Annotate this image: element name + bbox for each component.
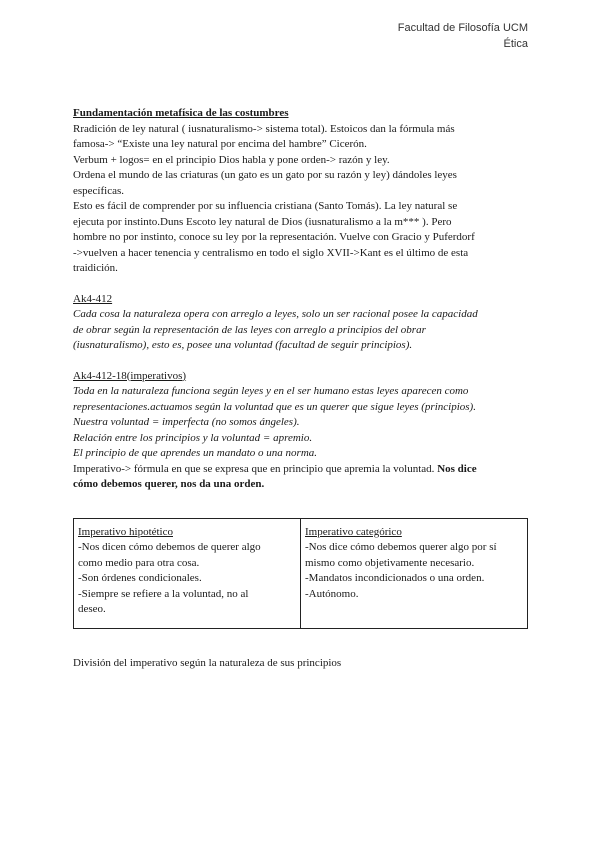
italic-line: Nuestra voluntad = imperfecta (no somos ángeles). [73, 416, 300, 428]
paragraph-line: Rradición de ley natural ( iusnaturalismo-> sistema total). Estoicos dan la fórmula más [73, 122, 455, 135]
cell-line: -Nos dice cómo debemos querer algo por sí [305, 541, 497, 553]
section-heading-ak4-412: Ak4-412 [73, 292, 113, 305]
page-header [398, 20, 528, 52]
document-body [73, 106, 528, 671]
definition-bold: Nos dice [437, 462, 477, 475]
paragraph-line: Esto es fácil de comprender por su influencia cristiana (Santo Tomás). La ley natural se [73, 200, 458, 212]
italic-line: representaciones.actuamos según la voluntad que es un querer que sigue leyes (principios). [73, 400, 476, 413]
cell-line: -Son órdenes condicionales. [78, 572, 202, 584]
cell-line: como medio para otra cosa. [78, 556, 200, 569]
italic-line: El principio de que aprendes un mandato o una norma. [73, 447, 318, 459]
definition-bold-cont: cómo debemos querer, nos da una orden. [73, 478, 265, 490]
paragraph-line: Verbum + logos= en el principio Dios habla y pone orden-> razón y ley. [73, 153, 390, 166]
imperative-definition [73, 462, 528, 478]
paragraph-line: específicas. [73, 184, 124, 197]
hypothetical-heading: Imperativo hipotético [78, 525, 173, 538]
italic-line: Cada cosa la naturaleza opera con arreglo a leyes, solo un ser racional posee la capacidad [73, 308, 478, 320]
imperatives-table [73, 518, 528, 629]
cell-line: -Siempre se refiere a la voluntad, no al [78, 587, 249, 600]
definition-text: Imperativo-> fórmula en que se expresa que en principio que apremia la voluntad. [73, 462, 438, 475]
italic-line: Relación entre los principios y la voluntad = apremio. [73, 431, 313, 444]
imperative-definition-cont [73, 477, 528, 493]
italic-line: de obrar según la representación de las leyes con arreglo a principios del obrar [73, 323, 426, 336]
categorical-cell [301, 518, 528, 628]
paragraph-line: traidición. [73, 262, 118, 274]
cell-line: -Nos dicen cómo debemos de querer algo [78, 541, 261, 553]
faculty-label: Facultad de Filosofía UCM [397, 22, 528, 34]
categorical-heading: Imperativo categórico [305, 525, 402, 538]
cell-line: -Autónomo. [305, 587, 359, 600]
italic-line: (iusnaturalismo), esto es, posee una voluntad (facultad de seguir principios). [73, 339, 413, 351]
subject-label: Ética [503, 38, 528, 50]
paragraph-line: Ordena el mundo de las criaturas (un gato es un gato por su razón y ley) dándoles leyes [73, 169, 457, 181]
section-title: Fundamentación metafísica de las costumbres [73, 107, 289, 119]
cell-line: -Mandatos incondicionados o una orden. [305, 572, 485, 584]
cell-line: mismo como objetivamente necesario. [305, 556, 475, 569]
cell-line: deseo. [78, 603, 106, 615]
paragraph-line: hombre no por instinto, conoce su ley por la representación. Vuelve con Gracio y Puferdorf [73, 231, 475, 243]
section-heading-imperativos: Ak4-412-18(imperativos) [73, 369, 187, 382]
paragraph-line: ejecuta por instinto.Duns Escoto ley natural de Dios (iusnaturalismo a la m*** ). Pero [73, 215, 452, 228]
hypothetical-cell [74, 518, 301, 628]
paragraph-line: ->vuelven a hacer tenencia y centralismo en todo el siglo XVII->Kant es el último de esta [73, 246, 469, 259]
closing-line: División del imperativo según la naturaleza de sus principios [73, 656, 342, 669]
paragraph-line: famosa-> “Existe una ley natural por encima del hambre” Cicerón. [73, 138, 367, 150]
italic-line: Toda en la naturaleza funciona según leyes y en el ser humano estas leyes aparecen como [73, 385, 469, 397]
